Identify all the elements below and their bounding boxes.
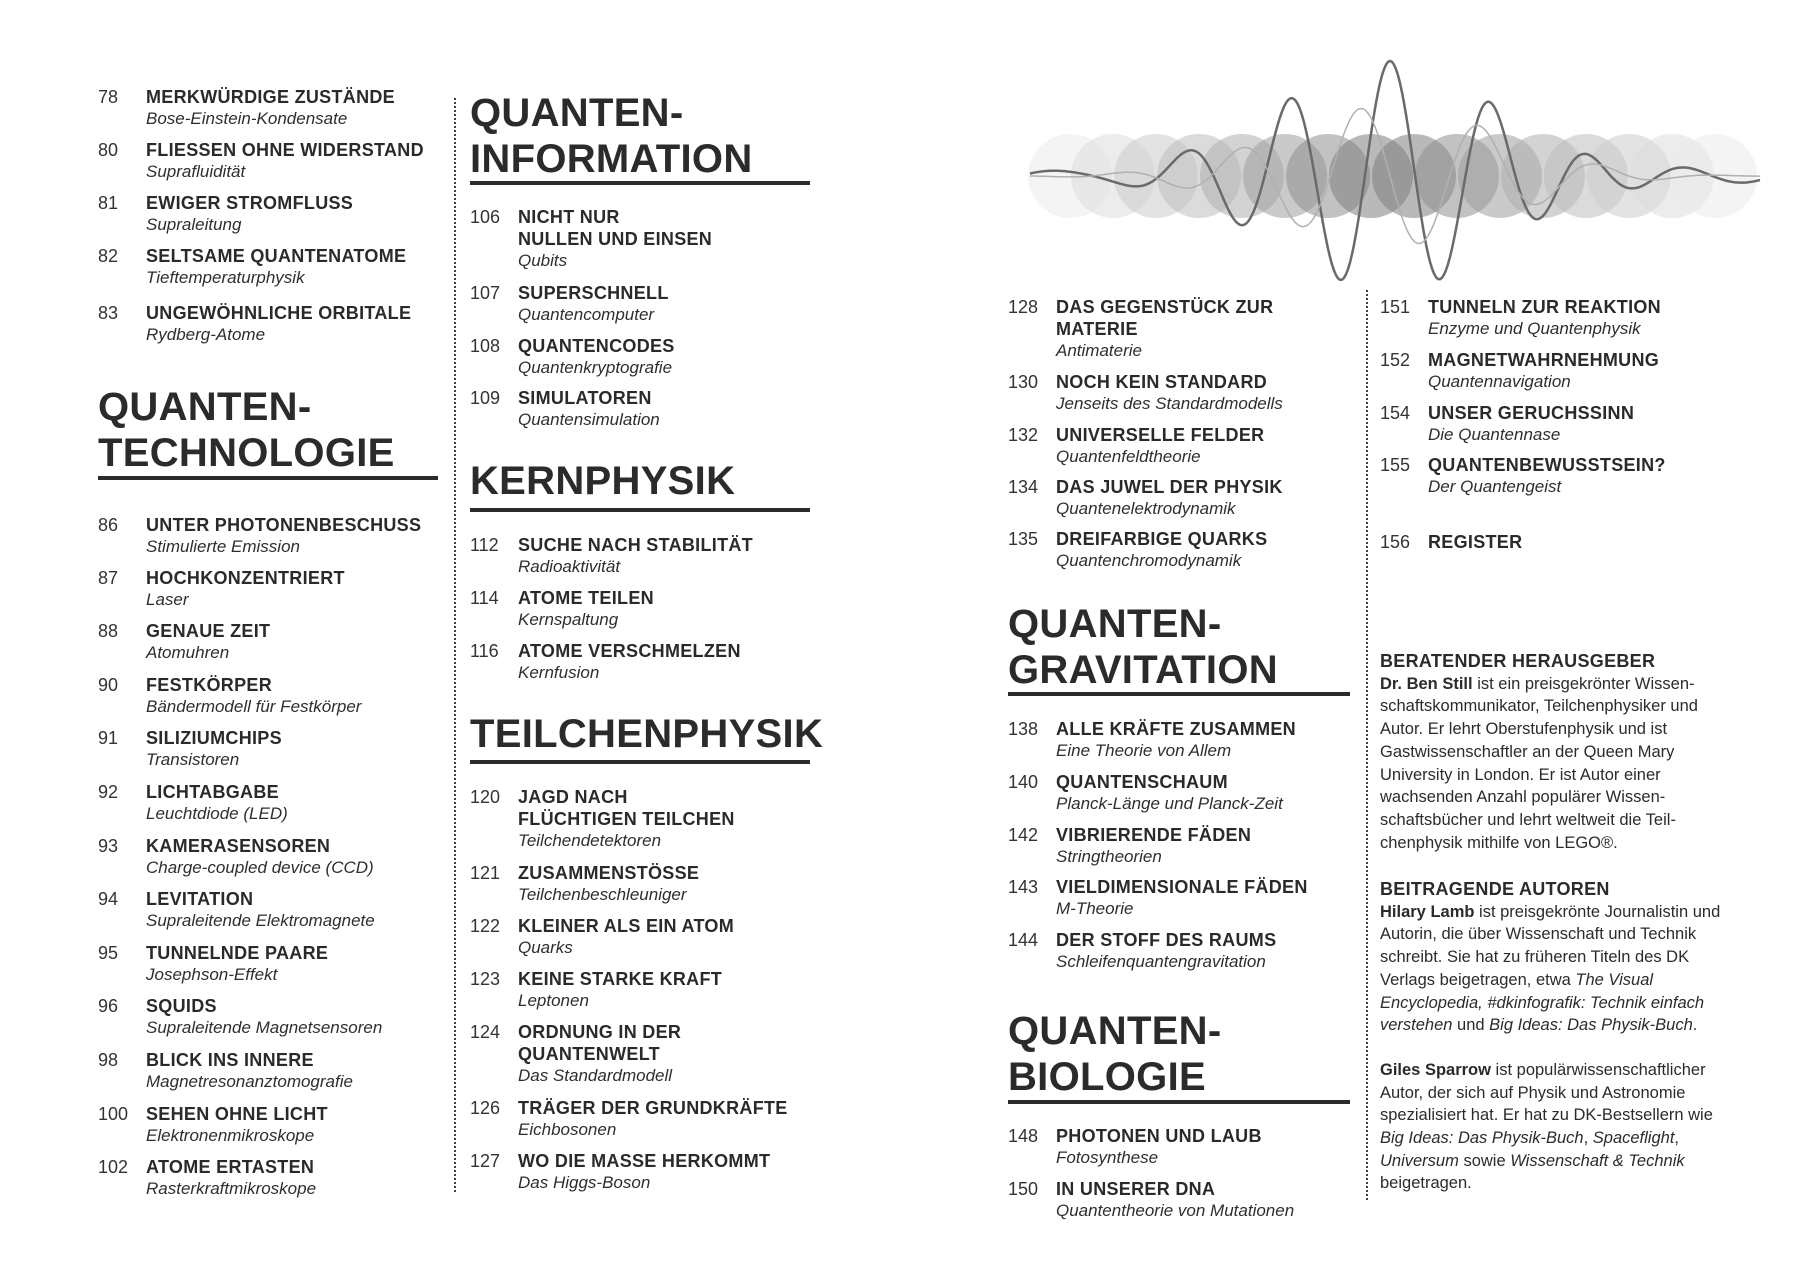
entry-subtitle: Atomuhren [146,643,230,662]
entry-subtitle: Transistoren [146,750,240,769]
entry-title: REGISTER [1428,532,1523,552]
entry-title: ATOME ERTASTEN [146,1157,315,1177]
entry-title: QUANTENCODES [518,336,675,356]
page-number: 88 [98,621,119,641]
editor-name: Dr. Ben Still [1380,674,1473,693]
page-number: 130 [1008,372,1039,392]
entry-subtitle: Quantencomputer [518,305,655,324]
page-number: 114 [470,588,499,608]
page-number: 156 [1380,532,1411,552]
entry-title: MERKWÜRDIGE ZUSTÄNDE [146,87,395,107]
section-heading-information: QUANTEN- INFORMATION [470,91,753,181]
entry-title: QUANTENSCHAUM [1056,772,1228,792]
page-number: 132 [1008,425,1039,445]
page-number: 122 [470,916,501,936]
author2-name: Giles Sparrow [1380,1060,1491,1079]
page-number: 116 [470,641,499,661]
entry-title: JAGD NACH [518,787,628,807]
entry-subtitle: Josephson-Effekt [146,965,278,984]
page-number: 78 [98,87,119,107]
entry-title: SELTSAME QUANTENATOME [146,246,407,266]
entry-subtitle: Enzyme und Quantenphysik [1428,319,1641,338]
editor-text: ist ein preisgekrönter Wissenschaftskommunikator, Teilchenphysiker und Autor. Er lehrt Oberstufenphysik und ist Gastwissenschaftler an der Queen Mary University in London. Er ist Autor einer wachsenden Anzahl populärer Wissenschaftsbücher und lehrt weltweit die Teilchenphysik mithilfe von LEGO®. [1380,674,1698,852]
page-number: 87 [98,568,119,588]
entry-subtitle: Supraleitende Magnetsensoren [146,1018,383,1037]
entry-title: HOCHKONZENTRIERT [146,568,345,588]
entry-title: SUCHE NACH STABILITÄT [518,535,753,555]
entry-subtitle: Quantenelektrodynamik [1056,499,1236,518]
page-number: 90 [98,675,119,695]
column-divider [1366,290,1368,1200]
page-number: 98 [98,1050,119,1070]
entry-subtitle: Rydberg-Atome [146,325,266,344]
entry-subtitle: Kernfusion [518,663,600,682]
entry-subtitle: Das Higgs-Boson [518,1173,651,1192]
entry-subtitle: Qubits [518,251,568,270]
page-number: 96 [98,996,119,1016]
editor-bio [1380,650,1725,854]
page-number: 142 [1008,825,1039,845]
entry-title: MAGNETWAHRNEHMUNG [1428,350,1660,370]
entry-title: NOCH KEIN STANDARD [1056,372,1268,392]
entry-title: DER STOFF DES RAUMS [1056,930,1277,950]
entry-title: QUANTENBEWUSSTSEIN? [1428,455,1666,475]
entry-title: DAS GEGENSTÜCK ZUR [1056,297,1274,317]
entry-title: EWIGER STROMFLUSS [146,193,354,213]
entry-title: ORDNUNG IN DER [518,1022,682,1042]
entry-title: VIBRIERENDE FÄDEN [1056,825,1252,845]
section-rule [1008,1100,1350,1104]
entry-title: LICHTABGABE [146,782,279,802]
page-number: 107 [470,283,501,303]
entry-title: FLIESSEN OHNE WIDERSTAND [146,140,424,160]
entry-title: SUPERSCHNELL [518,283,669,303]
page-number: 128 [1008,297,1039,317]
entry-subtitle: Rasterkraftmikroskope [146,1179,317,1198]
entry-subtitle: Quantensimulation [518,410,660,429]
entry-subtitle: Schleifenquantengravitation [1056,952,1266,971]
section-heading-biologie: QUANTEN- BIOLOGIE [1008,1009,1222,1099]
entry-subtitle: Das Standardmodell [518,1066,673,1085]
section-heading-kernphysik: KERNPHYSIK [470,459,736,503]
entry-subtitle: Leptonen [518,991,589,1010]
entry-title: ATOME TEILEN [518,588,654,608]
entry-title: SEHEN OHNE LICHT [146,1104,328,1124]
entry-title: DREIFARBIGE QUARKS [1056,529,1268,549]
entry-subtitle: Bose-Einstein-Kondensate [146,109,348,128]
entry-title: SQUIDS [146,996,217,1016]
page-number: 83 [98,303,119,323]
entry-subtitle: Supraleitende Elektromagnete [146,911,375,930]
entry-subtitle: Leuchtdiode (LED) [146,804,288,823]
page-number: 102 [98,1157,129,1177]
section-heading-teilchenphysik: TEILCHENPHYSIK [470,712,824,756]
entry-subtitle: Teilchendetektoren [518,831,662,850]
page-number: 126 [470,1098,501,1118]
page-number: 108 [470,336,501,356]
entry-title: KLEINER ALS EIN ATOM [518,916,735,936]
entry-subtitle: Magnetresonanztomografie [146,1072,353,1091]
entry-title: IN UNSERER DNA [1056,1179,1216,1199]
entry-title: PHOTONEN UND LAUB [1056,1126,1262,1146]
entry-title-line2: QUANTENWELT [518,1044,660,1064]
column-divider [454,98,456,1192]
section-heading-gravitation: QUANTEN- GRAVITATION [1008,602,1278,692]
entry-subtitle: Fotosynthese [1056,1148,1159,1167]
entry-title-line2: FLÜCHTIGEN TEILCHEN [518,809,735,829]
page-number: 135 [1008,529,1039,549]
entry-title: UNGEWÖHNLICHE ORBITALE [146,303,412,323]
entry-subtitle: Tieftemperaturphysik [146,268,305,287]
page-number: 100 [98,1104,129,1124]
entry-subtitle: Stringtheorien [1056,847,1162,866]
page-number: 143 [1008,877,1039,897]
page-number: 109 [470,388,501,408]
page-number: 93 [98,836,119,856]
editor-heading: BERATENDER HERAUSGEBER [1380,651,1656,671]
page-number: 127 [470,1151,501,1171]
entry-subtitle: Suprafluidität [146,162,246,181]
authors-bio: BEITRAGENDE AUTOREN Hilary Lamb ist preisgekrönte Journalistin und Autorin, die über Wissenschaft und Technik schreibt. Sie hat zu früheren Titeln des DK Verlags beigetragen, etwa The Visual Encyclopedia, #dkinfografik: Technik einfach verstehen und Big Ideas: Das Physik-Buch. Giles Sparrow ist populärwissenschaftlicher Autor, der sich auf Physik und Astronomie spezialisiert hat. Er hat zu DK-Bestsellern wie Big Ideas: Das Physik-Buch, Spaceflight, Universum sowie Wissenschaft & Technik beigetragen. [1380,878,1725,1195]
entry-subtitle: M-Theorie [1056,899,1134,918]
entry-subtitle: Elektronenmikroskope [146,1126,315,1145]
entry-title: ALLE KRÄFTE ZUSAMMEN [1056,719,1296,739]
author1-name: Hilary Lamb [1380,902,1475,921]
entry-subtitle: Quantentheorie von Mutationen [1056,1201,1295,1220]
page-number: 91 [98,728,119,748]
page-number: 144 [1008,930,1039,950]
entry-title: ZUSAMMENSTÖSSE [518,863,700,883]
entry-title: UNTER PHOTONENBESCHUSS [146,515,422,535]
entry-title: UNIVERSELLE FELDER [1056,425,1265,445]
page-number: 140 [1008,772,1039,792]
page-number: 112 [470,535,499,555]
entry-title: VIELDIMENSIONALE FÄDEN [1056,877,1308,897]
entry-title: LEVITATION [146,889,254,909]
entry-subtitle: Planck-Länge und Planck-Zeit [1056,794,1283,813]
entry-title-line2: NULLEN UND EINSEN [518,229,713,249]
page-number: 154 [1380,403,1411,423]
entry-title: TUNNELN ZUR REAKTION [1428,297,1661,317]
page-number: 94 [98,889,119,909]
page-number: 81 [98,193,119,213]
entry-title: KAMERASENSOREN [146,836,331,856]
page-number: 86 [98,515,119,535]
entry-subtitle: Eine Theorie von Allem [1056,741,1232,760]
page-number: 92 [98,782,119,802]
page-number: 106 [470,207,501,227]
entry-title: DAS JUWEL DER PHYSIK [1056,477,1283,497]
entry-subtitle: Laser [146,590,189,609]
page-number: 138 [1008,719,1039,739]
entry-title: SILIZIUMCHIPS [146,728,282,748]
page-number: 152 [1380,350,1411,370]
entry-subtitle: Quantenfeldtheorie [1056,447,1201,466]
page-number: 155 [1380,455,1411,475]
entry-subtitle: Eichbosonen [518,1120,617,1139]
entry-title: WO DIE MASSE HERKOMMT [518,1151,771,1171]
page-number: 120 [470,787,501,807]
page-number: 150 [1008,1179,1039,1199]
page-number: 151 [1380,297,1411,317]
entry-subtitle: Radioaktivität [518,557,621,576]
page-number: 121 [470,863,501,883]
entry-subtitle: Der Quantengeist [1428,477,1562,496]
entry-title: UNSER GERUCHSSINN [1428,403,1635,423]
section-heading-technologie: QUANTEN- TECHNOLOGIE [98,385,395,475]
column-1 [98,0,438,1280]
entry-subtitle: Die Quantennase [1428,425,1561,444]
page-number: 80 [98,140,119,160]
page-number: 95 [98,943,119,963]
entry-title: KEINE STARKE KRAFT [518,969,723,989]
authors-heading: BEITRAGENDE AUTOREN [1380,879,1610,899]
column-2 [470,0,810,1280]
entry-subtitle: Quantennavigation [1428,372,1571,391]
entry-title: FESTKÖRPER [146,675,273,695]
entry-subtitle: Quantenkryptografie [518,358,673,377]
page-number: 123 [470,969,501,989]
page-number: 134 [1008,477,1039,497]
section-rule [98,476,438,480]
entry-subtitle: Quantenchromodynamik [1056,551,1242,570]
entry-title-line2: MATERIE [1056,319,1138,339]
entry-title: SIMULATOREN [518,388,652,408]
page-number: 82 [98,246,119,266]
entry-subtitle: Kernspaltung [518,610,619,629]
entry-subtitle: Stimulierte Emission [146,537,300,556]
entry-title: ATOME VERSCHMELZEN [518,641,741,661]
page-number: 148 [1008,1126,1039,1146]
entry-subtitle: Teilchenbeschleuniger [518,885,687,904]
page-number: 124 [470,1022,501,1042]
entry-subtitle: Jenseits des Standardmodells [1056,394,1283,413]
entry-subtitle: Charge-coupled device (CCD) [146,858,374,877]
entry-title: NICHT NUR [518,207,620,227]
entry-title: TUNNELNDE PAARE [146,943,329,963]
entry-subtitle: Supraleitung [146,215,242,234]
entry-subtitle: Quarks [518,938,573,957]
entry-title: BLICK INS INNERE [146,1050,314,1070]
section-rule [1008,692,1350,696]
entry-subtitle: Antimaterie [1056,341,1142,360]
entry-subtitle: Bändermodell für Festkörper [146,697,362,716]
entry-title: GENAUE ZEIT [146,621,271,641]
entry-title: TRÄGER DER GRUNDKRÄFTE [518,1098,788,1118]
